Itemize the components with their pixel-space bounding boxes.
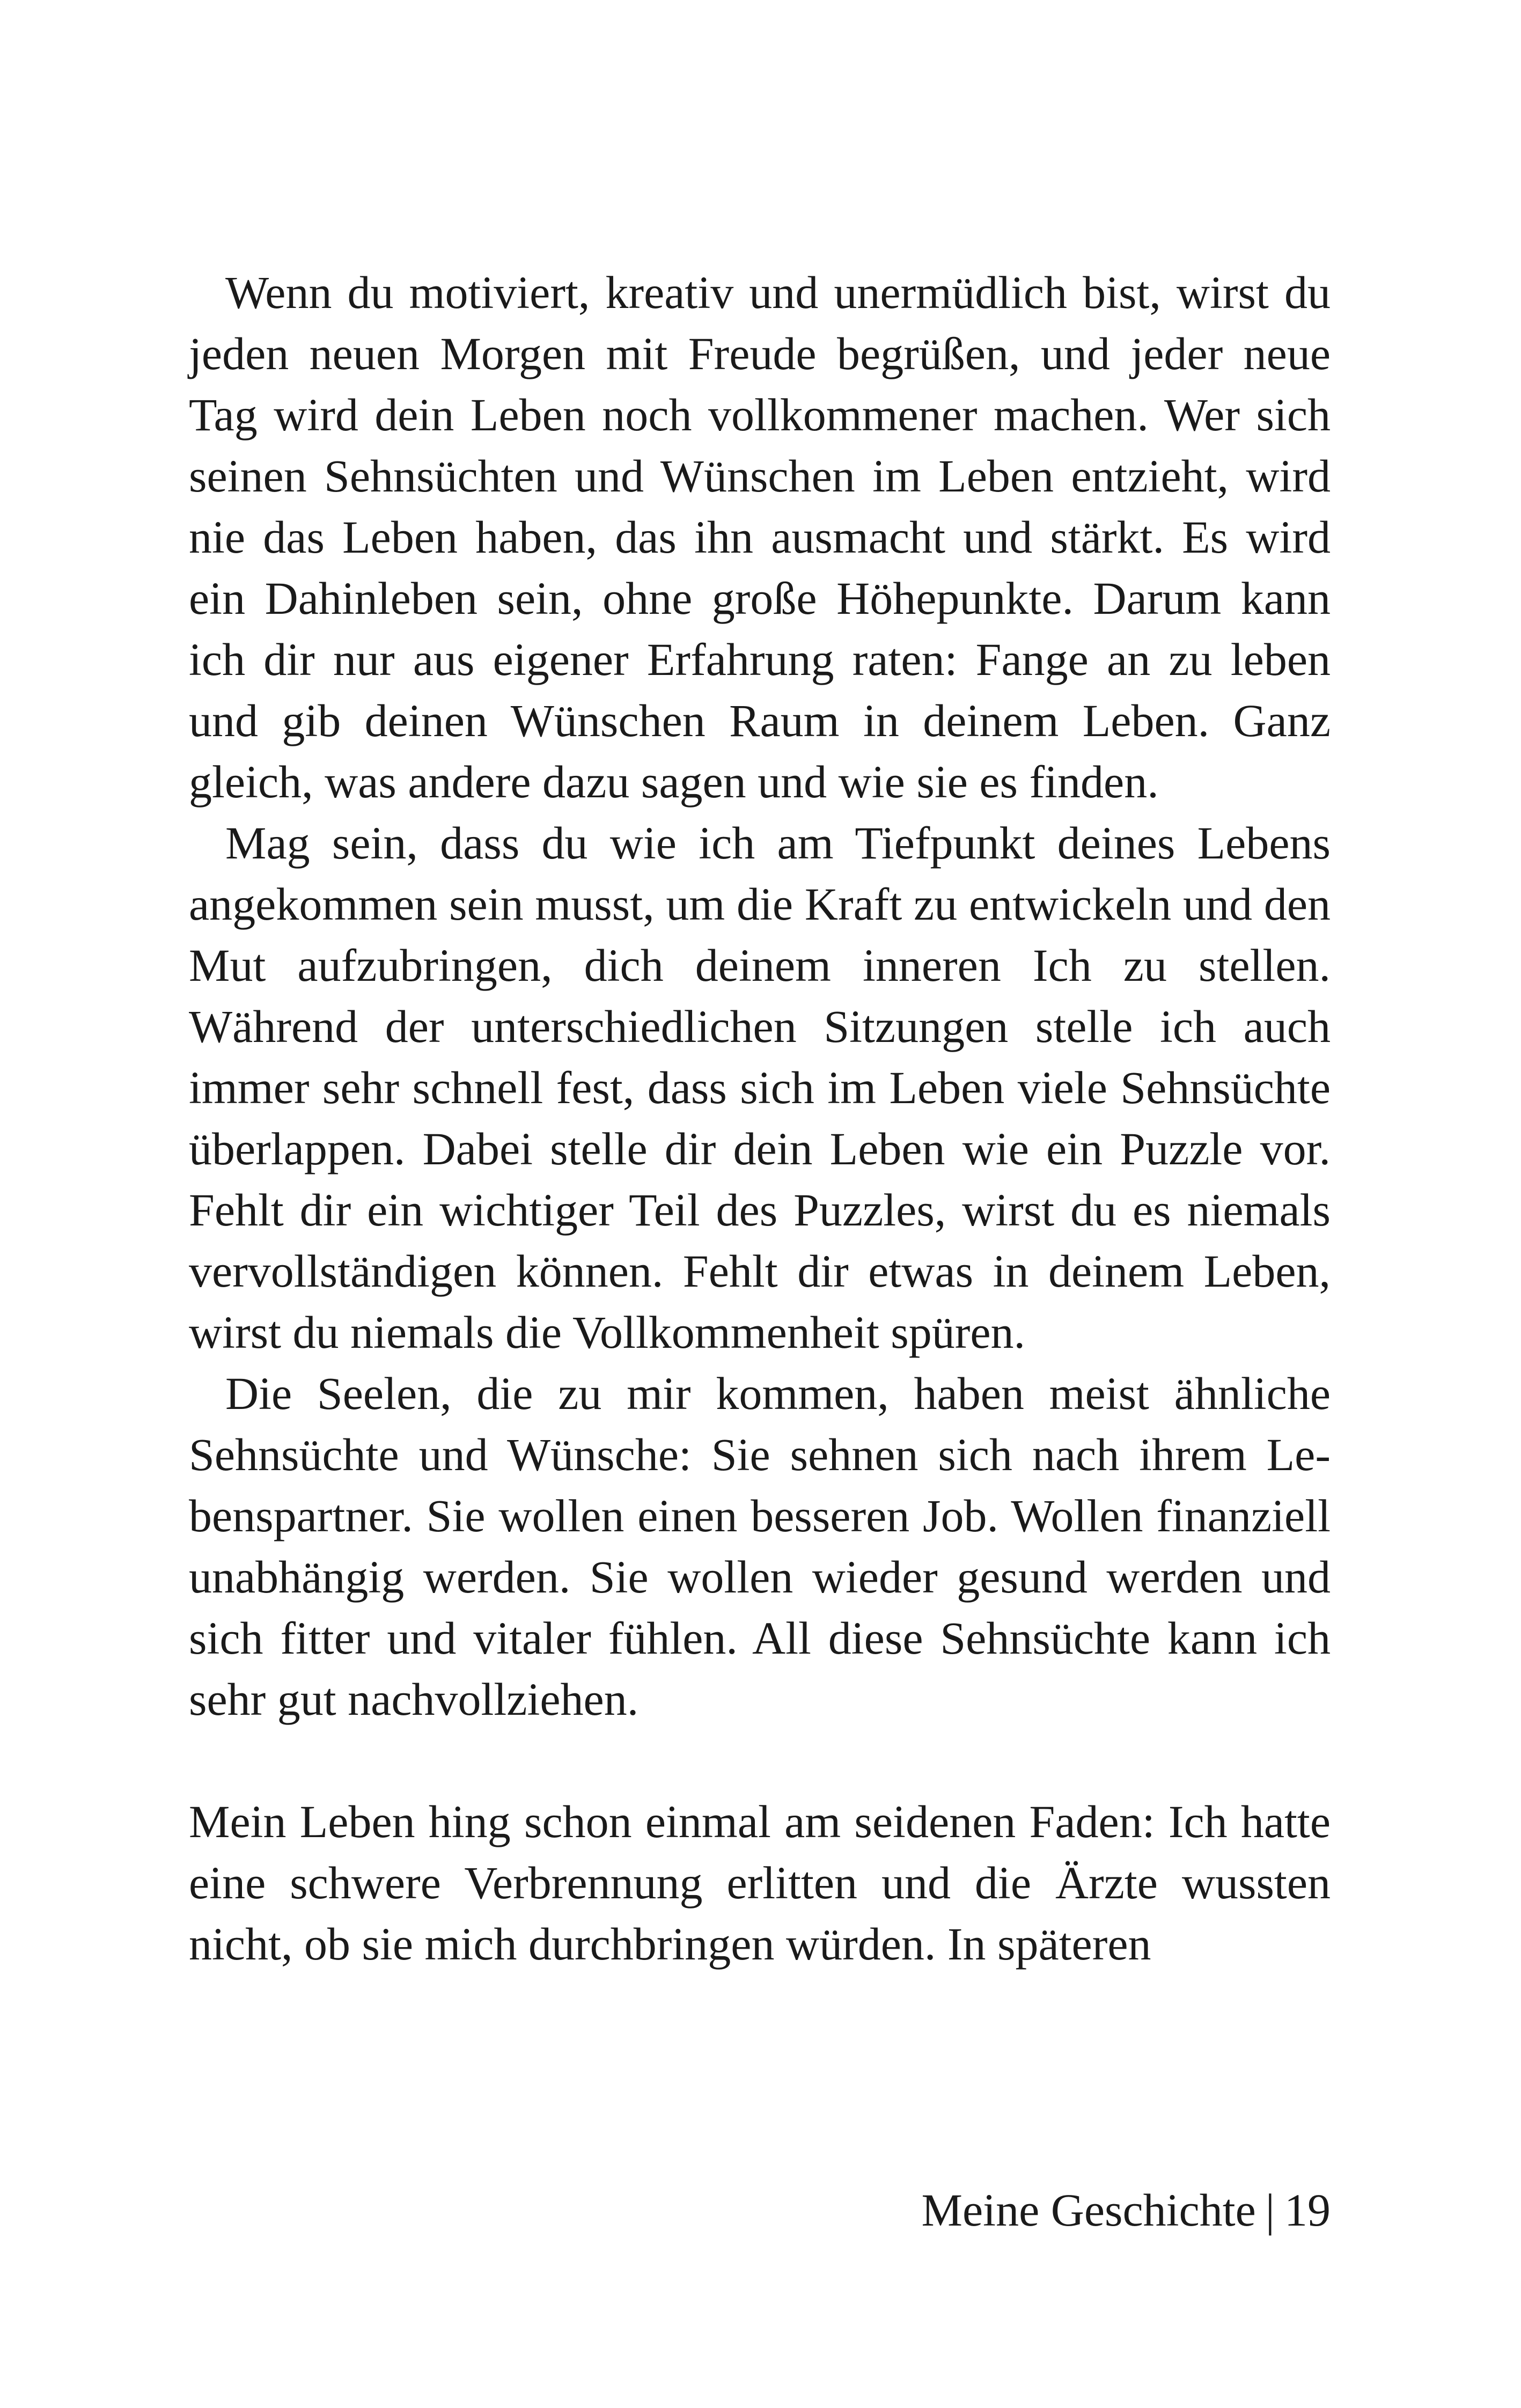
page-number: 19 (1284, 2184, 1331, 2236)
paragraph-4: Mein Leben hing schon einmal am seidenen Faden: Ich hatte eine schwere Verbrennung erlitten und die Ärzte wussten nicht, ob sie mich durchbringen würden. In späteren (189, 1796, 1331, 1970)
page-footer (922, 2179, 1331, 2241)
paragraph-2: Mag sein, dass du wie ich am Tiefpunkt deines Lebens angekommen sein musst, um die Kraft zu entwickeln und den Mut aufzubringen, dich deinem inneren Ich zu stellen. Während der unterschiedlichen Sitzungen stelle ich auch immer sehr schnell fest, dass sich im Leben viele Sehnsüchte überlappen. Dabei stelle dir dein Leben wie ein Puzzle vor. Fehlt dir ein wichtiger Teil des Puzzles, wirst du es niemals vervollständigen können. Fehlt dir etwas in deinem Leben, wirst du niemals die Vollkommenheit spüren. (189, 817, 1331, 1358)
running-title: Meine Geschichte (921, 2184, 1256, 2236)
footer-separator: | (1265, 2184, 1275, 2236)
body-text (189, 262, 1331, 1974)
section-break (189, 1730, 1331, 1791)
paragraph-1: Wenn du motiviert, kreativ und unermüdlich bist, wirst du jeden neuen Morgen mit Freude begrüßen, und jeder neue Tag wird dein Leben noch vollkommener machen. Wer sich seinen Sehnsüchten und Wünschen im Leben entzieht, wird nie das Leben haben, das ihn ausmacht und stärkt. Es wird ein Dahinleben sein, ohne große Höhepunkte. Darum kann ich dir nur aus eigener Erfahrung raten: Fange an zu leben und gib deinen Wünschen Raum in deinem Leben. Ganz gleich, was andere dazu sagen und wie sie es finden. (189, 267, 1331, 807)
paragraph-3: Die Seelen, die zu mir kommen, haben meist ähnliche Sehnsüchte und Wünsche: Sie sehnen sich nach ihrem Lebenspartner. Sie wollen einen besseren Job. Wollen finanziell unabhängig werden. Sie wollen wieder gesund werden und sich fitter und vitaler fühlen. All diese Sehnsüchte kann ich sehr gut nachvollziehen. (189, 1368, 1331, 1725)
